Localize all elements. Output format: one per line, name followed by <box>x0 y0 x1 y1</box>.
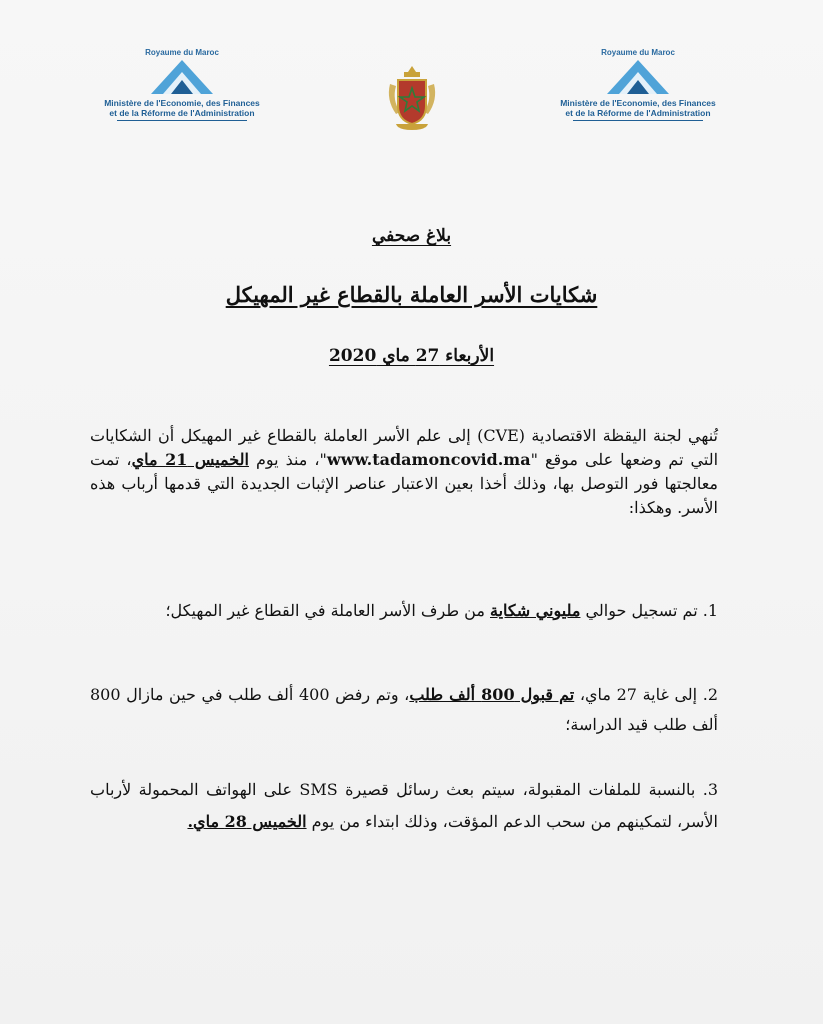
item-bold-text: مليوني شكاية <box>490 601 581 620</box>
item-text-2: من طرف الأسر العاملة في القطاع غير المهيكل؛ <box>165 601 490 620</box>
document-date: الأربعاء 27 ماي 2020 <box>328 346 495 366</box>
intro-text-3: "، منذ يوم <box>248 450 327 469</box>
intro-text-4: ، تمت معالجتها فور التوصل بها، وذلك أخذا بعين الاعتبار عناصر الإثبات الجديدة التي قدمها أرباب هذه الأسر. وهكذا: <box>90 450 718 517</box>
intro-paragraph <box>90 424 718 520</box>
intro-text-2: إلى علم الأسر العاملة بالقطاع غير المهيكل أن الشكايات التي تم وضعها على موقع " <box>90 426 719 469</box>
item-bold-text: الخميس 28 ماي. <box>187 812 307 831</box>
logo-underline <box>117 120 247 121</box>
website-url: www.tadamoncovid.ma <box>326 450 531 469</box>
list-item <box>90 596 718 626</box>
list-item <box>90 680 718 740</box>
item-text-2: ، وتم رفض 400 ألف طلب في حين مازال 800 ألف طلب قيد الدراسة؛ <box>90 685 718 734</box>
ministry-triangle-logo-icon <box>603 58 673 98</box>
ministry-name-line1: Ministère de l'Economie, des Finances <box>104 98 260 108</box>
item-text-1: إلى غاية 27 ماي، <box>574 685 698 704</box>
item-text-1: تم تسجيل حوالي <box>580 601 698 620</box>
press-release-label: بلاغ صحفي <box>371 226 452 246</box>
ministry-name-line2: et de la Réforme de l'Administration <box>109 108 255 118</box>
ministry-name-line1: Ministère de l'Economie, des Finances <box>560 98 716 108</box>
ministry-logo-right <box>548 48 728 138</box>
logo-underline <box>573 120 703 121</box>
ministry-triangle-logo-icon <box>147 58 217 98</box>
item-number: 2. <box>697 685 719 704</box>
moroccan-coat-of-arms-icon <box>384 62 440 134</box>
item-bold-text: تم قبول 800 ألف طلب <box>409 685 575 704</box>
list-item <box>90 774 718 838</box>
item-number: 3. <box>695 780 718 799</box>
item-text-1: بالنسبة للملفات المقبولة، سيتم بعث رسائل قصيرة SMS على الهواتف المحمولة لأرباب الأسر، لتمكينهم من سحب الدعم المؤقت، وذلك ابتداء من يوم <box>90 780 718 831</box>
intro-thursday-date: الخميس 21 ماي <box>131 450 249 469</box>
item-number: 1. <box>697 601 718 620</box>
kingdom-label: Royaume du Maroc <box>601 48 675 57</box>
ministry-name-line2: et de la Réforme de l'Administration <box>565 108 711 118</box>
kingdom-label: Royaume du Maroc <box>145 48 219 57</box>
intro-text-1: تُنهي لجنة اليقظة الاقتصادية <box>525 426 719 445</box>
ministry-logo-left <box>92 48 272 138</box>
cve-acronym: (CVE) <box>477 426 526 445</box>
document-subject: شكايات الأسر العاملة بالقطاع غير المهيكل <box>225 282 598 307</box>
